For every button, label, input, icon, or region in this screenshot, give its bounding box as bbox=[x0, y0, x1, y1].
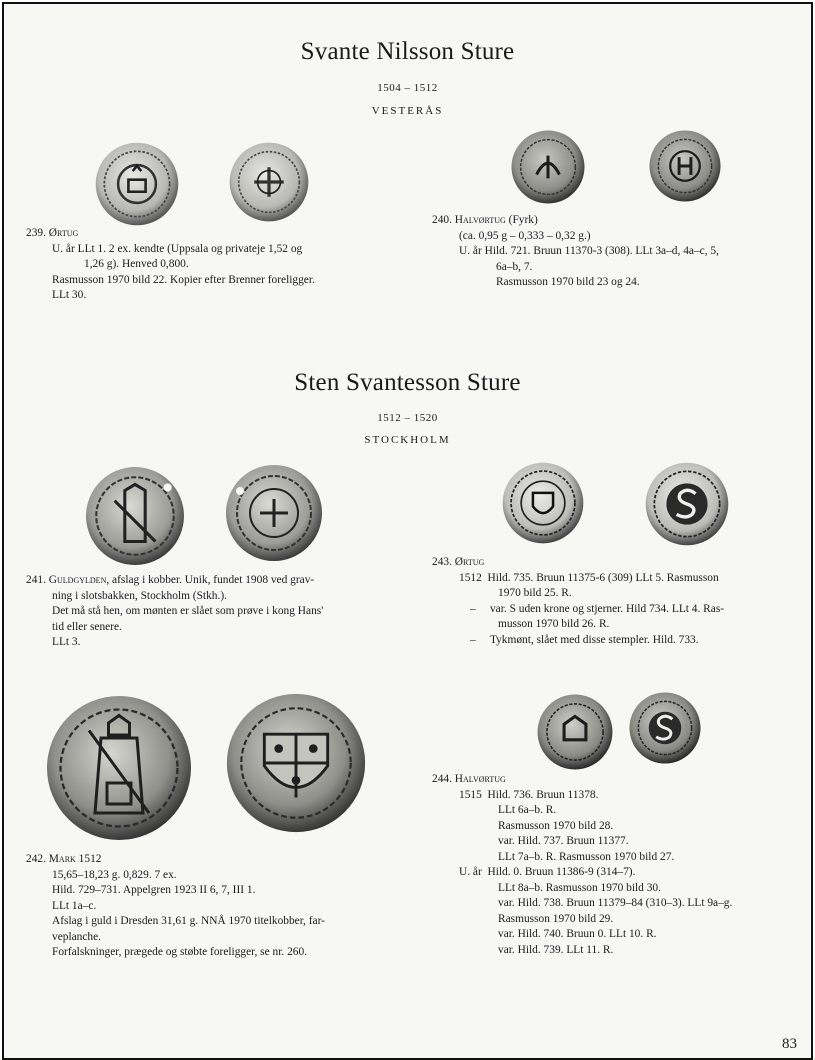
entry-line: var. Hild. 739. LLt 11. R. bbox=[498, 943, 614, 956]
entry-line: Det må stå hen, om mønten er slået som prøve i kong Hans' bbox=[52, 605, 324, 617]
entry-line: var. S uden krone og stjerner. Hild 734. LLt 4. Ras- bbox=[489, 602, 725, 615]
entry-242 bbox=[26, 852, 325, 961]
entry-line: Hild. 736. Bruun 11378. bbox=[487, 788, 599, 801]
mint-city: STOCKHOLM bbox=[364, 434, 451, 446]
page-number: 83 bbox=[782, 1036, 797, 1052]
coin-name: Halvørtug bbox=[454, 773, 506, 785]
entry-244 bbox=[432, 772, 732, 958]
entry-line: Hild. 729–731. Appelgren 1923 II 6, 7, III 1. bbox=[52, 884, 256, 896]
ruler-title: Sten Svantesson Sture bbox=[294, 369, 521, 396]
entry-line: 1970 bild 25. R. bbox=[498, 587, 572, 599]
coin-240-reverse bbox=[648, 129, 722, 203]
coin-242-reverse bbox=[224, 691, 368, 835]
year-label: U. år bbox=[459, 866, 482, 878]
coin-name-suffix: (Fyrk) bbox=[505, 214, 538, 226]
entry-line: (ca. 0,95 g – 0,333 – 0,32 g.) bbox=[459, 229, 591, 242]
entry-line: Rasmusson 1970 bild 29. bbox=[498, 912, 614, 925]
entry-243 bbox=[432, 555, 724, 648]
year-label: 1515 bbox=[459, 788, 482, 801]
coin-name: Ørtug bbox=[454, 556, 485, 568]
entry-line: tid eller senere. bbox=[52, 620, 122, 633]
entry-line: Rasmusson 1970 bild 22. Kopier efter Brenner foreligger. bbox=[52, 273, 315, 286]
coin-244-reverse bbox=[628, 691, 702, 765]
entry-line: LLt 7a–b. R. Rasmusson 1970 bild 27. bbox=[498, 850, 675, 863]
entry-line: 6a–b, 7. bbox=[496, 260, 533, 273]
entry-line: LLt 3. bbox=[52, 636, 81, 648]
entry-line: , afslag i kobber. Unik, fundet 1908 ved grav- bbox=[106, 574, 315, 586]
ruler-title: Svante Nilsson Sture bbox=[300, 38, 515, 65]
entry-number: 242. bbox=[26, 853, 46, 865]
entry-line: var. Hild. 740. Bruun 0. LLt 10. R. bbox=[498, 928, 657, 940]
entry-number: 239. bbox=[26, 227, 46, 239]
entry-line: veplanche. bbox=[52, 930, 102, 943]
reign-years: 1512 – 1520 bbox=[377, 412, 438, 424]
entry-line: var. Hild. 737. Bruun 11377. bbox=[498, 835, 629, 847]
coin-name: Ørtug bbox=[48, 227, 79, 239]
coin-241-obverse bbox=[84, 465, 186, 567]
coin-240-obverse bbox=[510, 129, 586, 205]
entry-241 bbox=[26, 573, 323, 651]
coin-name: Guldgylden bbox=[48, 574, 107, 586]
dash-marker: – bbox=[470, 602, 476, 615]
entry-line: musson 1970 bild 26. R. bbox=[498, 618, 610, 630]
coin-243-reverse bbox=[644, 461, 730, 547]
entry-line: U. år Hild. 721. Bruun 11370-3 (308). LLt 3a–d, 4a–c, 5, bbox=[459, 245, 719, 257]
entry-line: Hild. 735. Bruun 11375-6 (309) LLt 5. Rasmusson bbox=[487, 571, 719, 584]
entry-line: Rasmusson 1970 bild 28. bbox=[498, 819, 614, 832]
entry-line: LLt 8a–b. Rasmusson 1970 bild 30. bbox=[498, 881, 661, 894]
entry-line: LLt 6a–b. R. bbox=[498, 804, 557, 816]
entry-line: LLt 30. bbox=[52, 289, 87, 301]
mint-city: VESTERÅS bbox=[371, 105, 444, 117]
entry-number: 241. bbox=[26, 574, 46, 586]
entry-line: var. Hild. 738. Bruun 11379–84 (310–3). LLt 9a–g. bbox=[498, 897, 733, 909]
coin-name: Halvørtug bbox=[454, 214, 506, 226]
coin-name-suffix: 1512 bbox=[75, 853, 102, 865]
entry-line: Forfalskninger, prægede og støbte foreligger, se nr. 260. bbox=[52, 946, 308, 958]
entry-line: ning i slotsbakken, Stockholm (Stkh.). bbox=[52, 589, 227, 602]
entry-line: Hild. 0. Bruun 11386-9 (314–7). bbox=[487, 866, 636, 878]
entry-line: U. år LLt 1. 2 ex. kendte (Uppsala og privateje 1,52 og bbox=[52, 242, 303, 255]
coin-239-reverse bbox=[228, 141, 310, 223]
entry-line: 15,65–18,23 g. 0,829. 7 ex. bbox=[52, 868, 177, 881]
coin-239-obverse bbox=[94, 141, 180, 227]
entry-240 bbox=[432, 213, 719, 291]
entry-line: Tykmønt, slået med disse stempler. Hild. 733. bbox=[489, 633, 699, 646]
entry-line: Rasmusson 1970 bild 23 og 24. bbox=[496, 276, 640, 288]
coin-name: Mark bbox=[48, 853, 76, 865]
entry-line: Afslag i guld i Dresden 31,61 g. NNÅ 1970 titelkobber, far- bbox=[52, 915, 325, 927]
reign-years: 1504 – 1512 bbox=[377, 82, 438, 94]
entry-239 bbox=[26, 226, 315, 304]
coin-243-obverse bbox=[501, 461, 585, 545]
entry-number: 240. bbox=[432, 214, 452, 226]
entry-number: 244. bbox=[432, 773, 452, 785]
entry-number: 243. bbox=[432, 556, 452, 568]
entry-line: LLt 1a–c. bbox=[52, 899, 97, 912]
coin-241-reverse bbox=[224, 463, 324, 563]
coin-242-obverse bbox=[44, 693, 194, 843]
entry-line: 1,26 g). Henved 0,800. bbox=[84, 258, 189, 270]
catalog-page bbox=[2, 2, 813, 1060]
year-label: 1512 bbox=[459, 571, 482, 584]
coin-244-obverse bbox=[536, 693, 614, 771]
dash-marker: – bbox=[470, 633, 476, 646]
